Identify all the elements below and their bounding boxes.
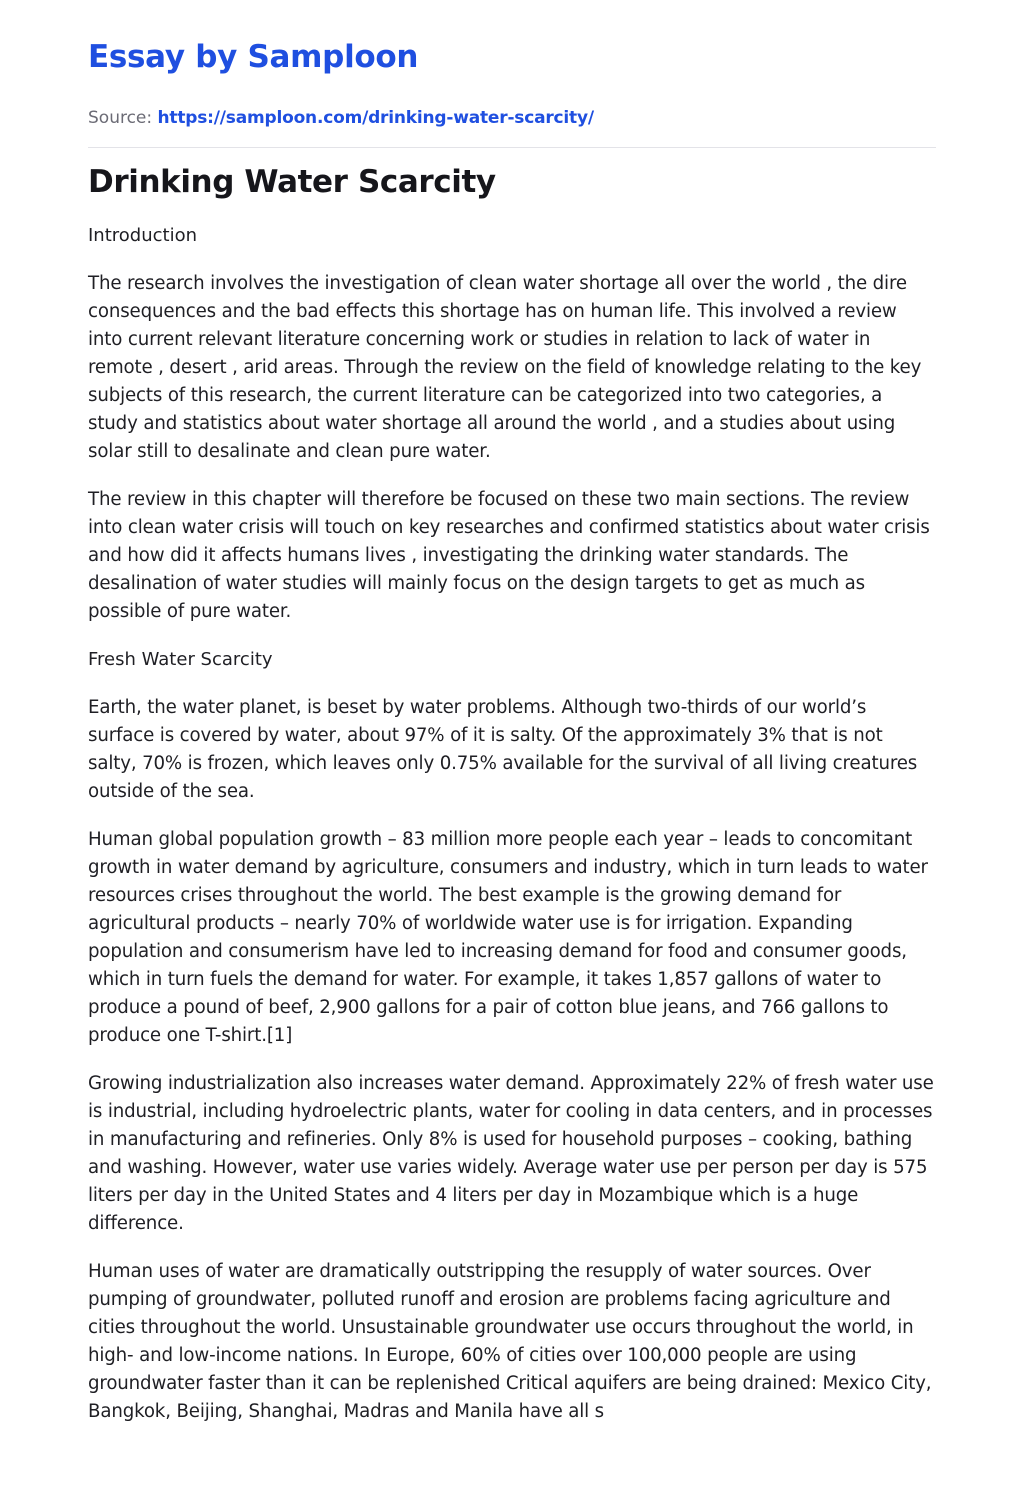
paragraph-6: Human uses of water are dramatically outstripping the resupply of water sources. Over pumping of groundwater, polluted runoff and erosion are problems facing agriculture and cities throughout the world. Unsustainable groundwater use occurs throughout the world, in high- and low-income nations. In Europe, 60% of cities over 100,000 people are using groundwater faster than it can be replenished Critical aquifers are being drained: Mexico City, Bangkok, Beijing, Shanghai, Madras and Manila have all s [88,1261,932,1422]
paragraph-2: The review in this chapter will therefore be focused on these two main sections. The review into clean water crisis will touch on key researches and confirmed statistics about water crisis and how did it affects humans lives , investigating the drinking water standards. The desalination of water studies will mainly focus on the design targets to get as much as possible of pure water. [88,489,930,622]
paragraph-3: Earth, the water planet, is beset by water problems. Although two-thirds of our world’s surface is covered by water, about 97% of it is salty. Of the approximately 3% that is not salty, 70% is frozen, which leaves only 0.75% available for the survival of all living creatures outside of the sea. [88,697,918,802]
source-link[interactable]: https://samploon.com/drinking-water-scarcity/ [157,108,594,128]
source-line [88,106,936,130]
paragraph-1: The research involves the investigation of clean water shortage all over the world , the dire consequences and the bad effects this shortage has on human life. This involved a review into current relevant literature concerning work or studies in relation to lack of water in remote , desert , arid areas. Through the review on the field of knowledge relating to the key subjects of this research, the current literature can be categorized into two categories, a study and statistics about water shortage all around the world , and a studies about using solar still to desalinate and clean pure water. [88,273,922,462]
essay-title: Drinking Water Scarcity [88,164,496,200]
section-heading-fresh-water: Fresh Water Scarcity [88,649,273,670]
source-label: Source: [88,108,158,128]
paragraph-5: Growing industrialization also increases water demand. Approximately 22% of fresh water use is industrial, including hydroelectric plants, water for cooling in data centers, and in processes in manufacturing and refineries. Only 8% is used for household purposes – cooking, bathing and washing. However, water use varies widely. Average water use per person per day is 575 liters per day in the United States and 4 liters per day in Mozambique which is a huge difference. [88,1073,934,1234]
header-divider [88,147,936,148]
paragraph-4: Human global population growth – 83 million more people each year – leads to concomitant growth in water demand by agriculture, consumers and industry, which in turn leads to water resources crises throughout the world. The best example is the growing demand for agricultural products – nearly 70% of worldwide water use is for irrigation. Expanding population and consumerism have led to increasing demand for food and consumer goods, which in turn fuels the demand for water. For example, it takes 1,857 gallons of water to produce a pound of beef, 2,900 gallons for a pair of cotton blue jeans, and 766 gallons to produce one T-shirt.[1] [88,829,928,1046]
section-heading-introduction: Introduction [88,225,198,246]
site-brand[interactable]: Essay by Samploon [88,39,419,75]
